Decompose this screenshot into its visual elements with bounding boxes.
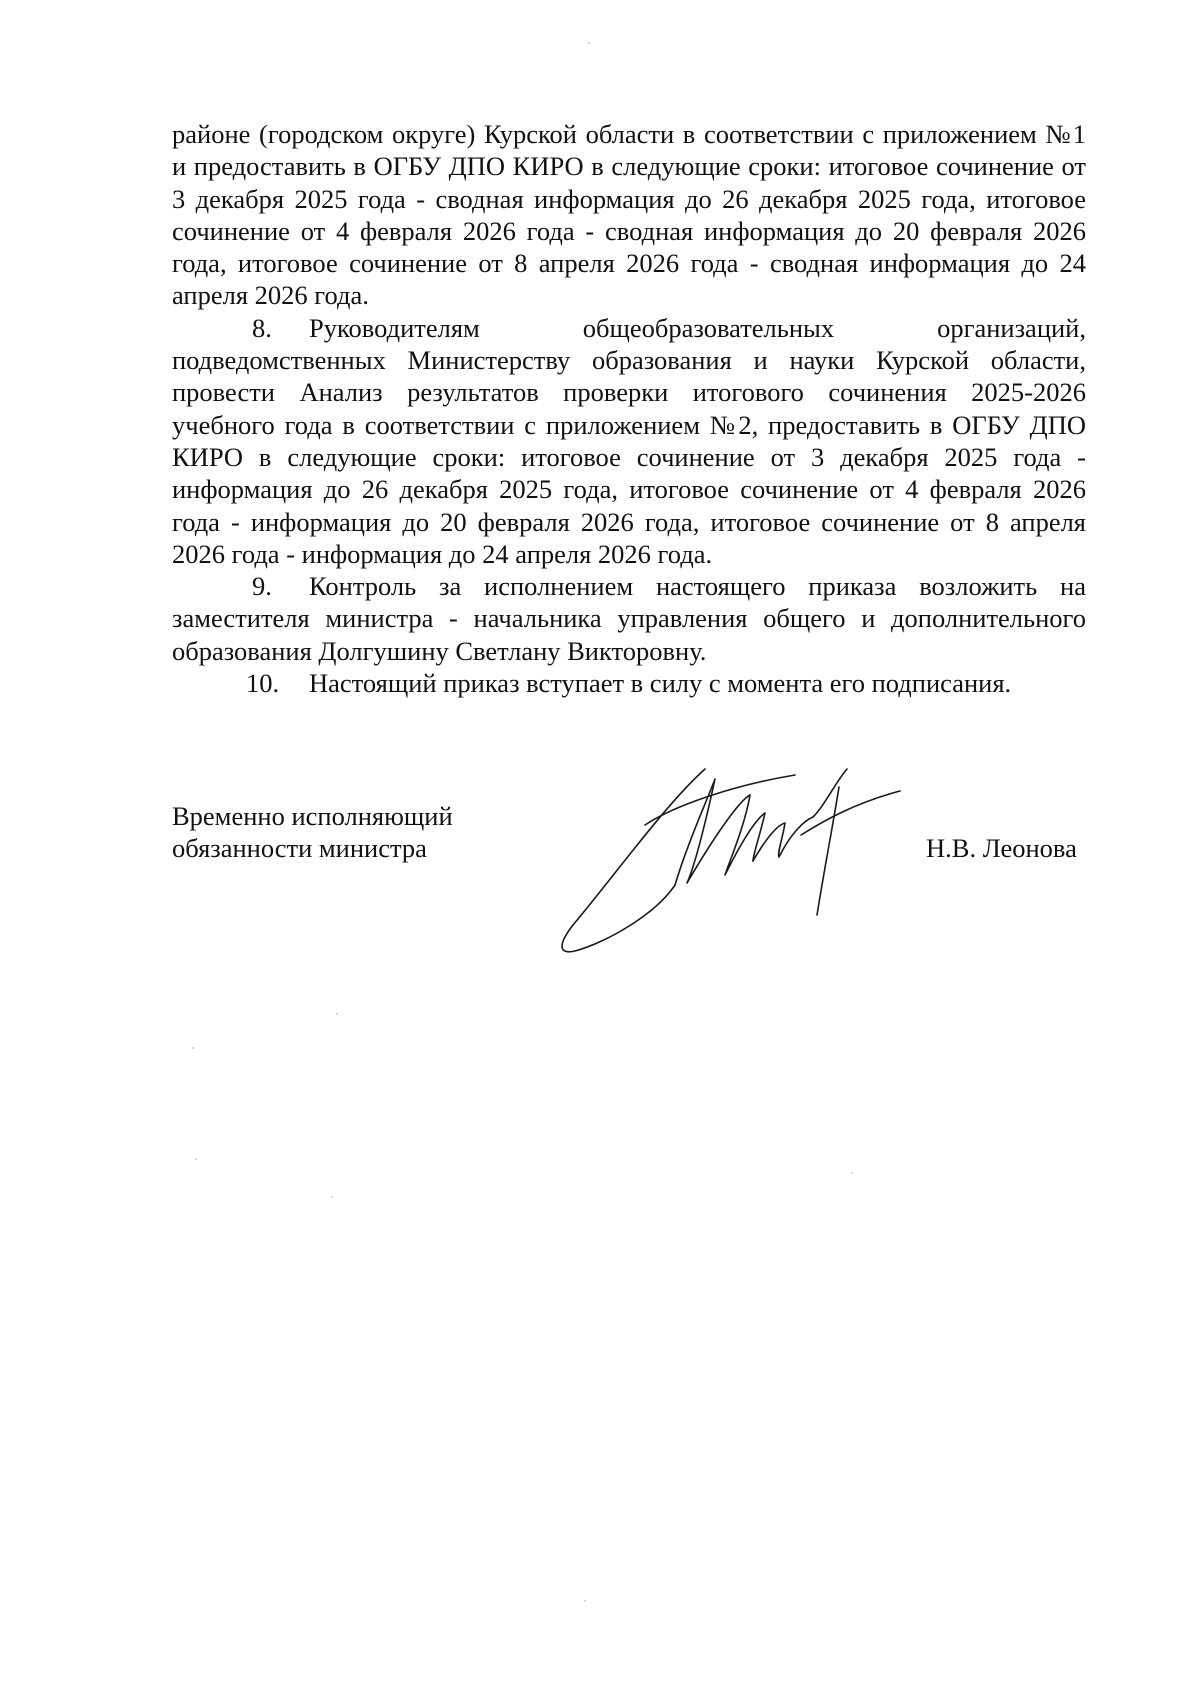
scan-speck xyxy=(336,1013,338,1015)
scan-speck xyxy=(588,42,590,44)
document-body xyxy=(172,118,1086,699)
scan-speck xyxy=(192,1047,194,1049)
signer-position xyxy=(172,800,453,865)
paragraph-8 xyxy=(172,312,1086,570)
paragraph-text: районе (городском округе) Курской области в соответствии с приложением №1 и предоставить в ОГБУ ДПО КИРО в следующие сроки: итоговое сочинение от 3 декабря 2025 года - сводная информация до 26 декабря 2025 года, итоговое сочинение от 4 февраля 2026 года - сводная информация до 20 февраля 2026 года, итоговое сочинение от 8 апреля 2026 года - сводная информация до 24 апреля 2026 года. xyxy=(172,119,1086,311)
signer-position-line: обязанности министра xyxy=(172,833,427,864)
paragraph-number: 9. xyxy=(252,571,272,602)
paragraph-text: Контроль за исполнением настоящего приказа возложить на заместителя министра - начальника управления общего и дополнительного образования Долгушину Светлану Викторовну. xyxy=(172,571,1086,666)
handwritten-signature xyxy=(555,765,915,955)
paragraph-text: Настоящий приказ вступает в силу с момента его подписания. xyxy=(309,668,1012,699)
scan-speck xyxy=(851,1172,853,1174)
scan-speck xyxy=(331,1196,333,1198)
scan-speck xyxy=(195,1158,197,1160)
paragraph-7-continuation xyxy=(172,118,1086,312)
paragraph-text: Руководителям общеобразовательных организаций, подведомственных Министерству образования и науки Курской области, провести Анализ результатов проверки итогового сочинения 2025-2026 учебного года в соответствии с приложением №2, предоставить в ОГБУ ДПО КИРО в следующие сроки: итоговое сочинение от 3 декабря 2025 года - информация до 26 декабря 2025 года, итоговое сочинение от 4 февраля 2026 года - информация до 20 февраля 2026 года, итоговое сочинение от 8 апреля 2026 года - информация до 24 апреля 2026 года. xyxy=(172,312,1086,569)
paragraph-number: 10. xyxy=(246,668,280,699)
signer-name: Н.В. Леонова xyxy=(926,833,1077,863)
paragraph-number: 8. xyxy=(252,312,272,343)
signer-position-line: Временно исполняющий xyxy=(172,801,453,831)
paragraph-9 xyxy=(172,570,1086,667)
scan-speck xyxy=(584,1600,586,1602)
paragraph-10 xyxy=(172,667,1086,699)
